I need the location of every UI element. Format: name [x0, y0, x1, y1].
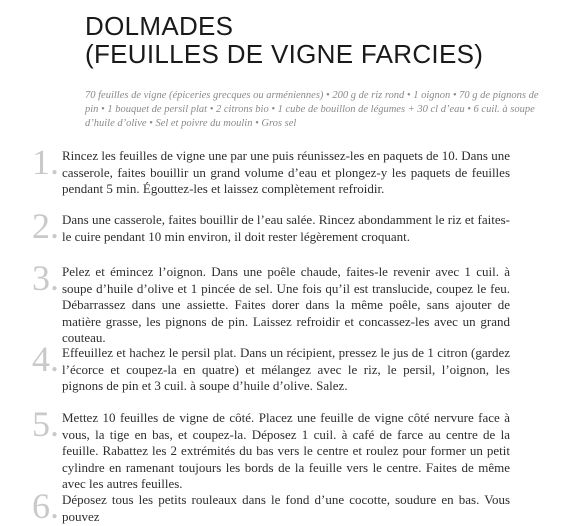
- step-text: Mettez 10 feuilles de vigne de côté. Placez une feuille de vigne côté nervure face à vous, la tige en bas, et coupez-la. Déposez 1 cuil. à café de farce au centre de la feuille. Rabattez les 2 extrémités du bas vers le centre et roulez pour former un petit cylindre en ramenant toujours les bords de la feuille vers le centre. Faites de même avec les autres feuilles.: [62, 410, 510, 491]
- step-number: 5.: [32, 404, 59, 444]
- step-text: Dans une casserole, faites bouillir de l’eau salée. Rincez abondamment le riz et faites-le cuire pendant 10 min environ, il doit rester légèrement croquant.: [62, 212, 510, 244]
- ingredients-list: 70 feuilles de vigne (épiceries grecques ou arméniennes) • 200 g de riz rond • 1 oignon • 70 g de pignons de pin • 1 bouquet de persil plat • 2 citrons bio • 1 cube de bouillon de légumes + 30 cl d’eau • 6 cuil. à soupe d’huile d’olive • Sel et poivre du moulin • Gros sel: [85, 90, 539, 129]
- step-text: Effeuillez et hachez le persil plat. Dans un récipient, pressez le jus de 1 citron (gardez l’écorce et coupez-la en quatre) et mélangez avec le riz, le persil, l’oignon, les pignons de pin et 3 cuil. à soupe d’huile d’olive. Salez.: [62, 345, 510, 393]
- step-text: Déposez tous les petits rouleaux dans le fond d’une cocotte, soudure en bas. Vous pouvez: [62, 492, 510, 524]
- recipe-title-line-2: (FEUILLES DE VIGNE FARCIES): [85, 39, 484, 69]
- step-number: 1.: [32, 142, 59, 182]
- step-number: 4.: [32, 339, 59, 379]
- step-number: 6.: [32, 486, 59, 526]
- recipe-title-line-1: DOLMADES: [85, 11, 234, 41]
- step-text: Rincez les feuilles de vigne une par une puis réunissez-les en paquets de 10. Dans une casserole, faites bouillir un grand volume d’eau et plongez-y les paquets de feuilles pendant 5 min. Égouttez-les et laissez complètement refroidir.: [62, 148, 510, 196]
- step-number: 2.: [32, 206, 59, 246]
- recipe-title: [85, 12, 483, 68]
- step-text: Pelez et émincez l’oignon. Dans une poêle chaude, faites-le revenir avec 1 cuil. à soupe d’huile d’olive et 1 pincée de sel. Une fois qu’il est translucide, coupez le feu. Débarrassez dans une assiette. Faites dorer dans la même poêle, sans ajouter de matière grasse, les pignons de pin. Laissez refroidir et concassez-les avec un grand couteau.: [62, 264, 510, 345]
- step-number: 3.: [32, 258, 59, 298]
